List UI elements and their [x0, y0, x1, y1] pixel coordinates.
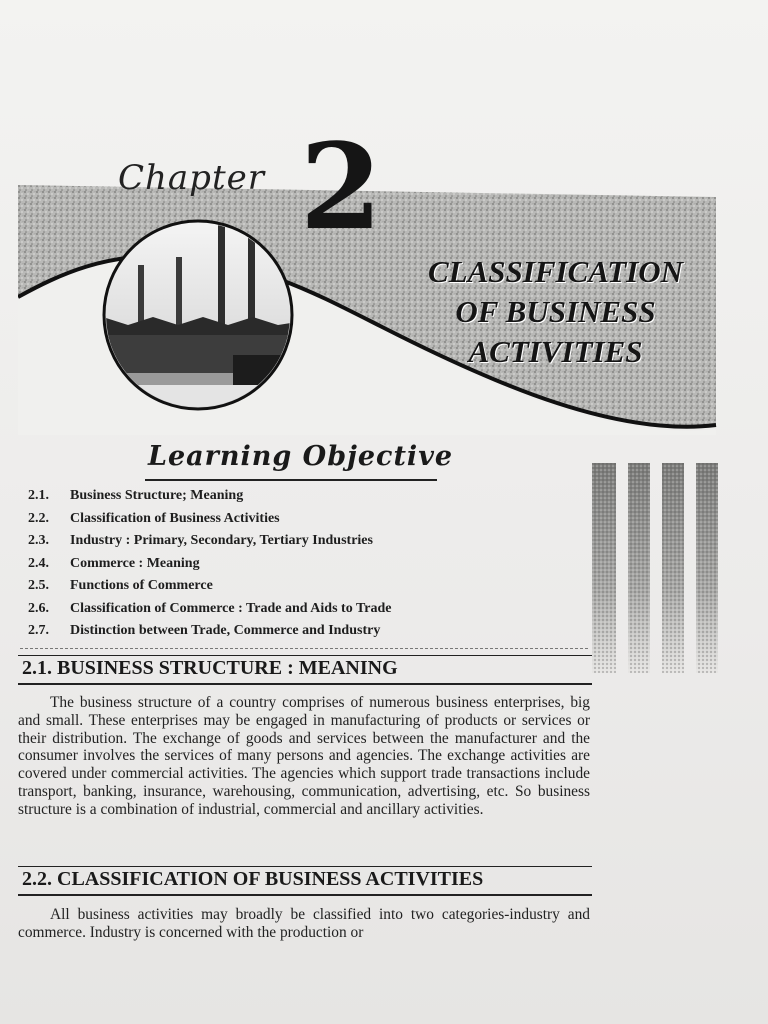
- item-text: Industry : Primary, Secondary, Tertiary Industries: [70, 533, 373, 548]
- list-item: [28, 623, 588, 646]
- section-heading: 2.2. CLASSIFICATION OF BUSINESS ACTIVITIES: [18, 866, 592, 896]
- list-item: [28, 488, 588, 511]
- item-text: Classification of Business Activities: [70, 510, 280, 526]
- chapter-title-line: ACTIVITIES: [468, 334, 643, 369]
- learning-objective-list: [28, 488, 588, 646]
- paragraph-text: The business structure of a country comprises of numerous business enterprises, big and small. These enterprises may be engaged in manufacturing of products or services or their distribution. The exchange of goods and services between the manufacturer and the consumer involves the services of many persons and agencies. The exchange activities are covered under commercial activities. The agencies which support trade transactions include transport, banking, insurance, warehousing, communication, advertising, etc. So business structure is a combination of industrial, commercial and ancillary activities.: [18, 694, 590, 818]
- list-item: [28, 601, 588, 624]
- item-text: Commerce : Meaning: [70, 555, 200, 571]
- item-text: Classification of Commerce : Trade and Aids to Trade: [70, 600, 392, 616]
- item-text: Distinction between Trade, Commerce and Industry: [70, 623, 381, 638]
- divider: [20, 648, 588, 650]
- item-number: 2.1.: [28, 488, 49, 503]
- decorative-stripes: [590, 463, 720, 673]
- chapter-label: Chapter: [118, 158, 265, 198]
- paragraph-text: All business activities may broadly be classified into two categories-industry and commerce. Industry is concerned with the production or: [18, 906, 590, 941]
- chapter-title: [398, 252, 713, 372]
- list-item: [28, 556, 588, 579]
- chapter-title-line: OF BUSINESS: [455, 294, 656, 329]
- chapter-number: 2: [300, 117, 383, 256]
- item-number: 2.4.: [28, 555, 49, 571]
- item-number: 2.7.: [28, 623, 49, 638]
- item-number: 2.6.: [28, 600, 49, 616]
- section-heading: 2.1. BUSINESS STRUCTURE : MEANING: [18, 655, 592, 685]
- item-number: 2.5.: [28, 578, 49, 593]
- learning-objective-heading: Learning Objective: [148, 441, 454, 472]
- item-text: Functions of Commerce: [70, 578, 213, 593]
- chapter-title-line: CLASSIFICATION: [428, 254, 683, 289]
- item-number: 2.3.: [28, 533, 49, 548]
- list-item: [28, 578, 588, 601]
- item-number: 2.2.: [28, 510, 49, 526]
- list-item: [28, 511, 588, 534]
- section-paragraph: [18, 694, 590, 819]
- learning-objective-underline: [145, 479, 437, 481]
- item-text: Business Structure; Meaning: [70, 488, 244, 503]
- list-item: [28, 533, 588, 556]
- section-paragraph: [18, 906, 590, 942]
